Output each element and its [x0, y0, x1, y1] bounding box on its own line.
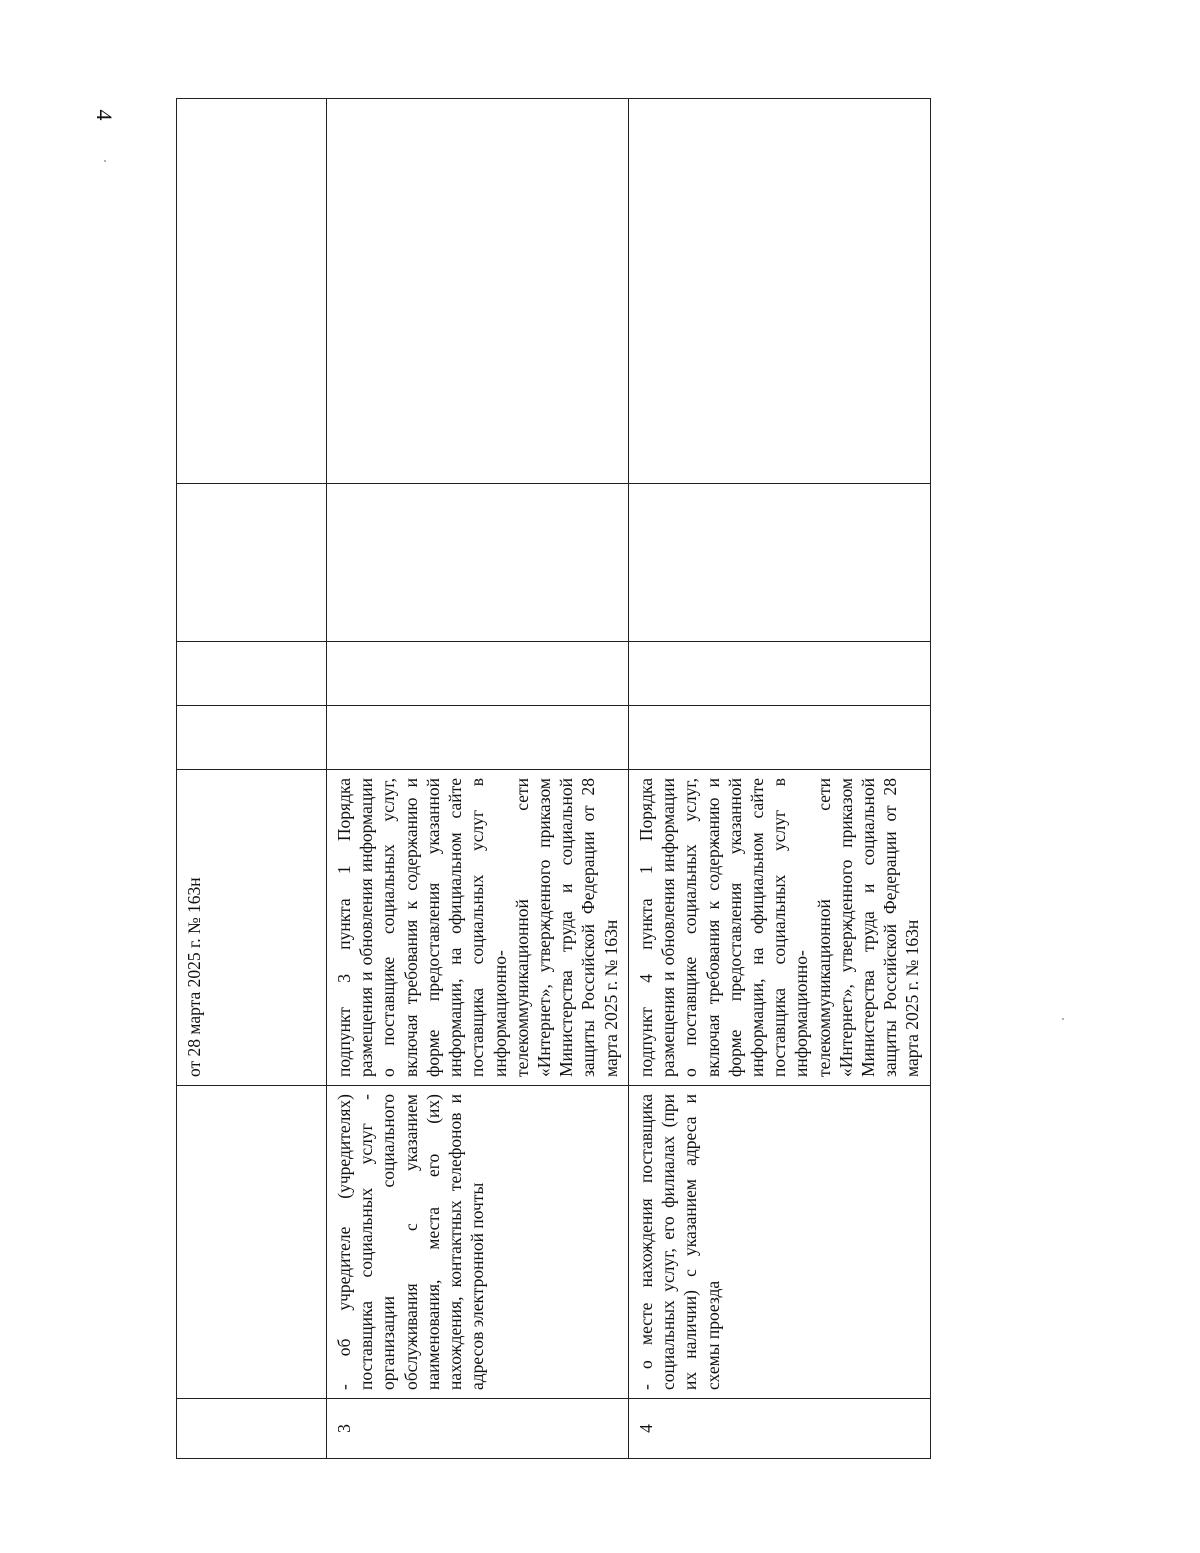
row-number: 3	[327, 1399, 629, 1459]
table-row	[327, 99, 629, 1459]
table-row-continuation	[177, 99, 327, 1459]
page-number: 4	[92, 109, 117, 121]
scan-speck	[1062, 1018, 1064, 1020]
cell-col4	[628, 706, 930, 770]
cell-col4	[327, 706, 629, 770]
cell-col7	[177, 99, 327, 484]
cell-col5	[177, 642, 327, 706]
cell-col6	[327, 484, 629, 642]
cell-col5	[628, 642, 930, 706]
rotated-table-wrapper	[176, 99, 926, 1459]
info-description: - об учредителе (учредителях) поставщика социальных услуг - организации социального обслуживания с указанием наименования, места его (их) нахождения, контактных телефонов и адресов электронной почты	[327, 1086, 629, 1399]
cell-col6	[177, 484, 327, 642]
cell-info	[177, 1086, 327, 1399]
row-number: 4	[628, 1399, 930, 1459]
cell-col7	[628, 99, 930, 484]
legal-basis: подпункт 3 пункта 1 Порядка размещения и обновления информации о поставщике социальных услуг, включая требования к содержанию и форме предоставления указанной информации, на официальном сайте поставщика социальных услуг в информационно-телекоммуникационной сети «Интернет», утвержденного приказом Министерства труда и социальной защиты Российской Федерации от 28 марта 2025 г. № 163н	[327, 770, 629, 1086]
cell-col7	[327, 99, 629, 484]
cell-number	[177, 1399, 327, 1459]
cell-col4	[177, 706, 327, 770]
info-description: - о месте нахождения поставщика социальных услуг, его филиалах (при их наличии) с указанием адреса и схемы проезда	[628, 1086, 930, 1399]
scan-speck	[104, 160, 106, 162]
legal-basis: подпункт 4 пункта 1 Порядка размещения и обновления информации о поставщике социальных услуг, включая требования к содержанию и форме предоставления указанной информации, на официальном сайте поставщика социальных услуг в информационно-телекоммуникационной сети «Интернет», утвержденного приказом Министерства труда и социальной защиты Российской Федерации от 28 марта 2025 г. № 163н	[628, 770, 930, 1086]
cell-basis: от 28 марта 2025 г. № 163н	[177, 770, 327, 1086]
cell-col5	[327, 642, 629, 706]
cell-col6	[628, 484, 930, 642]
table-row	[628, 99, 930, 1459]
requirements-table	[176, 98, 931, 1459]
